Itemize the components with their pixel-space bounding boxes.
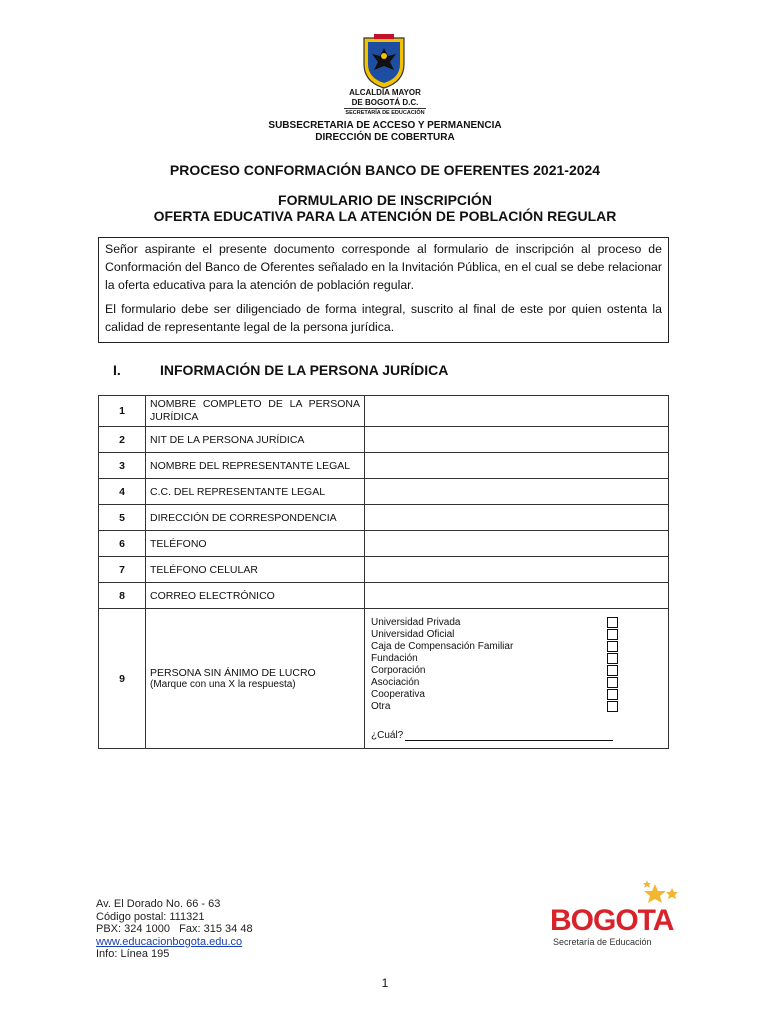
row9-label: PERSONA SIN ÁNIMO DE LUCRO <box>150 667 316 679</box>
bogota-coat-of-arms-icon <box>360 34 408 90</box>
row9-hint: (Marque con una X la respuesta) <box>150 679 296 690</box>
row-number: 6 <box>99 531 146 557</box>
form-subtitle: OFERTA EDUCATIVA PARA LA ATENCIÓN DE POBLACIÓN REGULAR <box>153 208 617 224</box>
nit-field[interactable] <box>365 427 669 453</box>
muni-line-2: DE BOGOTÁ D.C. <box>351 98 419 107</box>
intro-paragraph-1: Señor aspirante el presente documento corresponde al formulario de inscripción al proceso de Conformación del Banco de Oferentes señalado en la Invitación Pública, en el cual se debe relacionar la oferta educativa para la atención de población regular. <box>105 242 662 292</box>
checkbox-icon[interactable] <box>607 665 618 676</box>
option-cooperativa[interactable]: Cooperativa <box>371 688 668 700</box>
row-number: 5 <box>99 505 146 531</box>
intro-box <box>98 237 669 343</box>
table-row <box>99 505 669 531</box>
footer-phones: PBX: 324 1000 Fax: 315 34 48 <box>96 923 253 935</box>
footer-website-link[interactable]: www.educacionbogota.edu.co <box>96 935 243 948</box>
option-corporacion[interactable]: Corporación <box>371 664 668 676</box>
intro-paragraph-2: El formulario debe ser diligenciado de forma integral, suscrito al final de este por quien ostenta la calidad de representante legal de la persona jurídica. <box>105 302 662 334</box>
document-title: PROCESO CONFORMACIÓN BANCO DE OFERENTES 2021-2024 <box>169 162 601 178</box>
footer-address: Av. El Dorado No. 66 - 63 <box>96 898 221 910</box>
info-table <box>98 395 669 749</box>
row-label: NOMBRE DEL REPRESENTANTE LEGAL <box>146 453 365 479</box>
nombre-completo-field[interactable] <box>365 396 669 427</box>
celular-field[interactable] <box>365 557 669 583</box>
footer-address-block <box>96 898 253 961</box>
direccion-heading: DIRECCIÓN DE COBERTURA <box>315 132 455 143</box>
row-label: NIT DE LA PERSONA JURÍDICA <box>146 427 365 453</box>
muni-line-1: ALCALDÍA MAYOR <box>349 88 421 97</box>
table-row <box>99 427 669 453</box>
section-number: I. <box>113 362 121 378</box>
logo-wordmark: BOGOTA <box>550 904 674 937</box>
direccion-field[interactable] <box>365 505 669 531</box>
row-number: 8 <box>99 583 146 609</box>
option-otra[interactable]: Otra <box>371 700 668 712</box>
row-number: 1 <box>99 396 146 427</box>
option-asociacion[interactable]: Asociación <box>371 676 668 688</box>
checkbox-icon[interactable] <box>607 701 618 712</box>
tipo-entidad-cell <box>365 609 669 749</box>
footer-postal: Código postal: 111321 <box>96 910 205 923</box>
row-label: TELÉFONO CELULAR <box>146 557 365 583</box>
table-row <box>99 557 669 583</box>
option-universidad-privada[interactable]: Universidad Privada <box>371 616 668 628</box>
row-label: TELÉFONO <box>146 531 365 557</box>
option-fundacion[interactable]: Fundación <box>371 652 668 664</box>
option-universidad-oficial[interactable]: Universidad Oficial <box>371 628 668 640</box>
representante-field[interactable] <box>365 453 669 479</box>
table-row <box>99 453 669 479</box>
cual-label: ¿Cuál? <box>371 730 404 741</box>
bogota-logo <box>550 880 690 950</box>
row-number: 4 <box>99 479 146 505</box>
row-number: 2 <box>99 427 146 453</box>
muni-secretaria: SECRETARÍA DE EDUCACIÓN <box>345 110 425 116</box>
cual-input[interactable] <box>405 730 613 741</box>
correo-field[interactable] <box>365 583 669 609</box>
checkbox-icon[interactable] <box>607 629 618 640</box>
page-number: 1 <box>381 976 389 990</box>
checkbox-icon[interactable] <box>607 641 618 652</box>
telefono-field[interactable] <box>365 531 669 557</box>
row-label: DIRECCIÓN DE CORRESPONDENCIA <box>146 505 365 531</box>
row-label: CORREO ELECTRÓNICO <box>146 583 365 609</box>
row-number: 9 <box>99 609 146 749</box>
form-title: FORMULARIO DE INSCRIPCIÓN <box>278 192 492 208</box>
checkbox-icon[interactable] <box>607 653 618 664</box>
checkbox-icon[interactable] <box>607 689 618 700</box>
table-row <box>99 609 669 749</box>
option-caja-compensacion[interactable]: Caja de Compensación Familiar <box>371 640 668 652</box>
row-label: NOMBRE COMPLETO DE LA PERSONA JURÍDICA <box>146 396 365 427</box>
table-row <box>99 531 669 557</box>
row-label <box>146 609 365 749</box>
row-label: C.C. DEL REPRESENTANTE LEGAL <box>146 479 365 505</box>
header-divider <box>344 108 426 109</box>
row-number: 7 <box>99 557 146 583</box>
checkbox-icon[interactable] <box>607 617 618 628</box>
section-title: INFORMACIÓN DE LA PERSONA JURÍDICA <box>160 362 449 378</box>
row-number: 3 <box>99 453 146 479</box>
table-row <box>99 396 669 427</box>
table-row <box>99 583 669 609</box>
logo-subtitle: Secretaría de Educación <box>553 937 652 947</box>
cc-field[interactable] <box>365 479 669 505</box>
table-row <box>99 479 669 505</box>
footer-info: Info: Línea 195 <box>96 948 170 960</box>
checkbox-icon[interactable] <box>607 677 618 688</box>
municipality-name <box>300 88 470 108</box>
subsecretaria-heading: SUBSECRETARIA DE ACCESO Y PERMANENCIA <box>268 120 502 131</box>
cual-row <box>371 730 668 741</box>
